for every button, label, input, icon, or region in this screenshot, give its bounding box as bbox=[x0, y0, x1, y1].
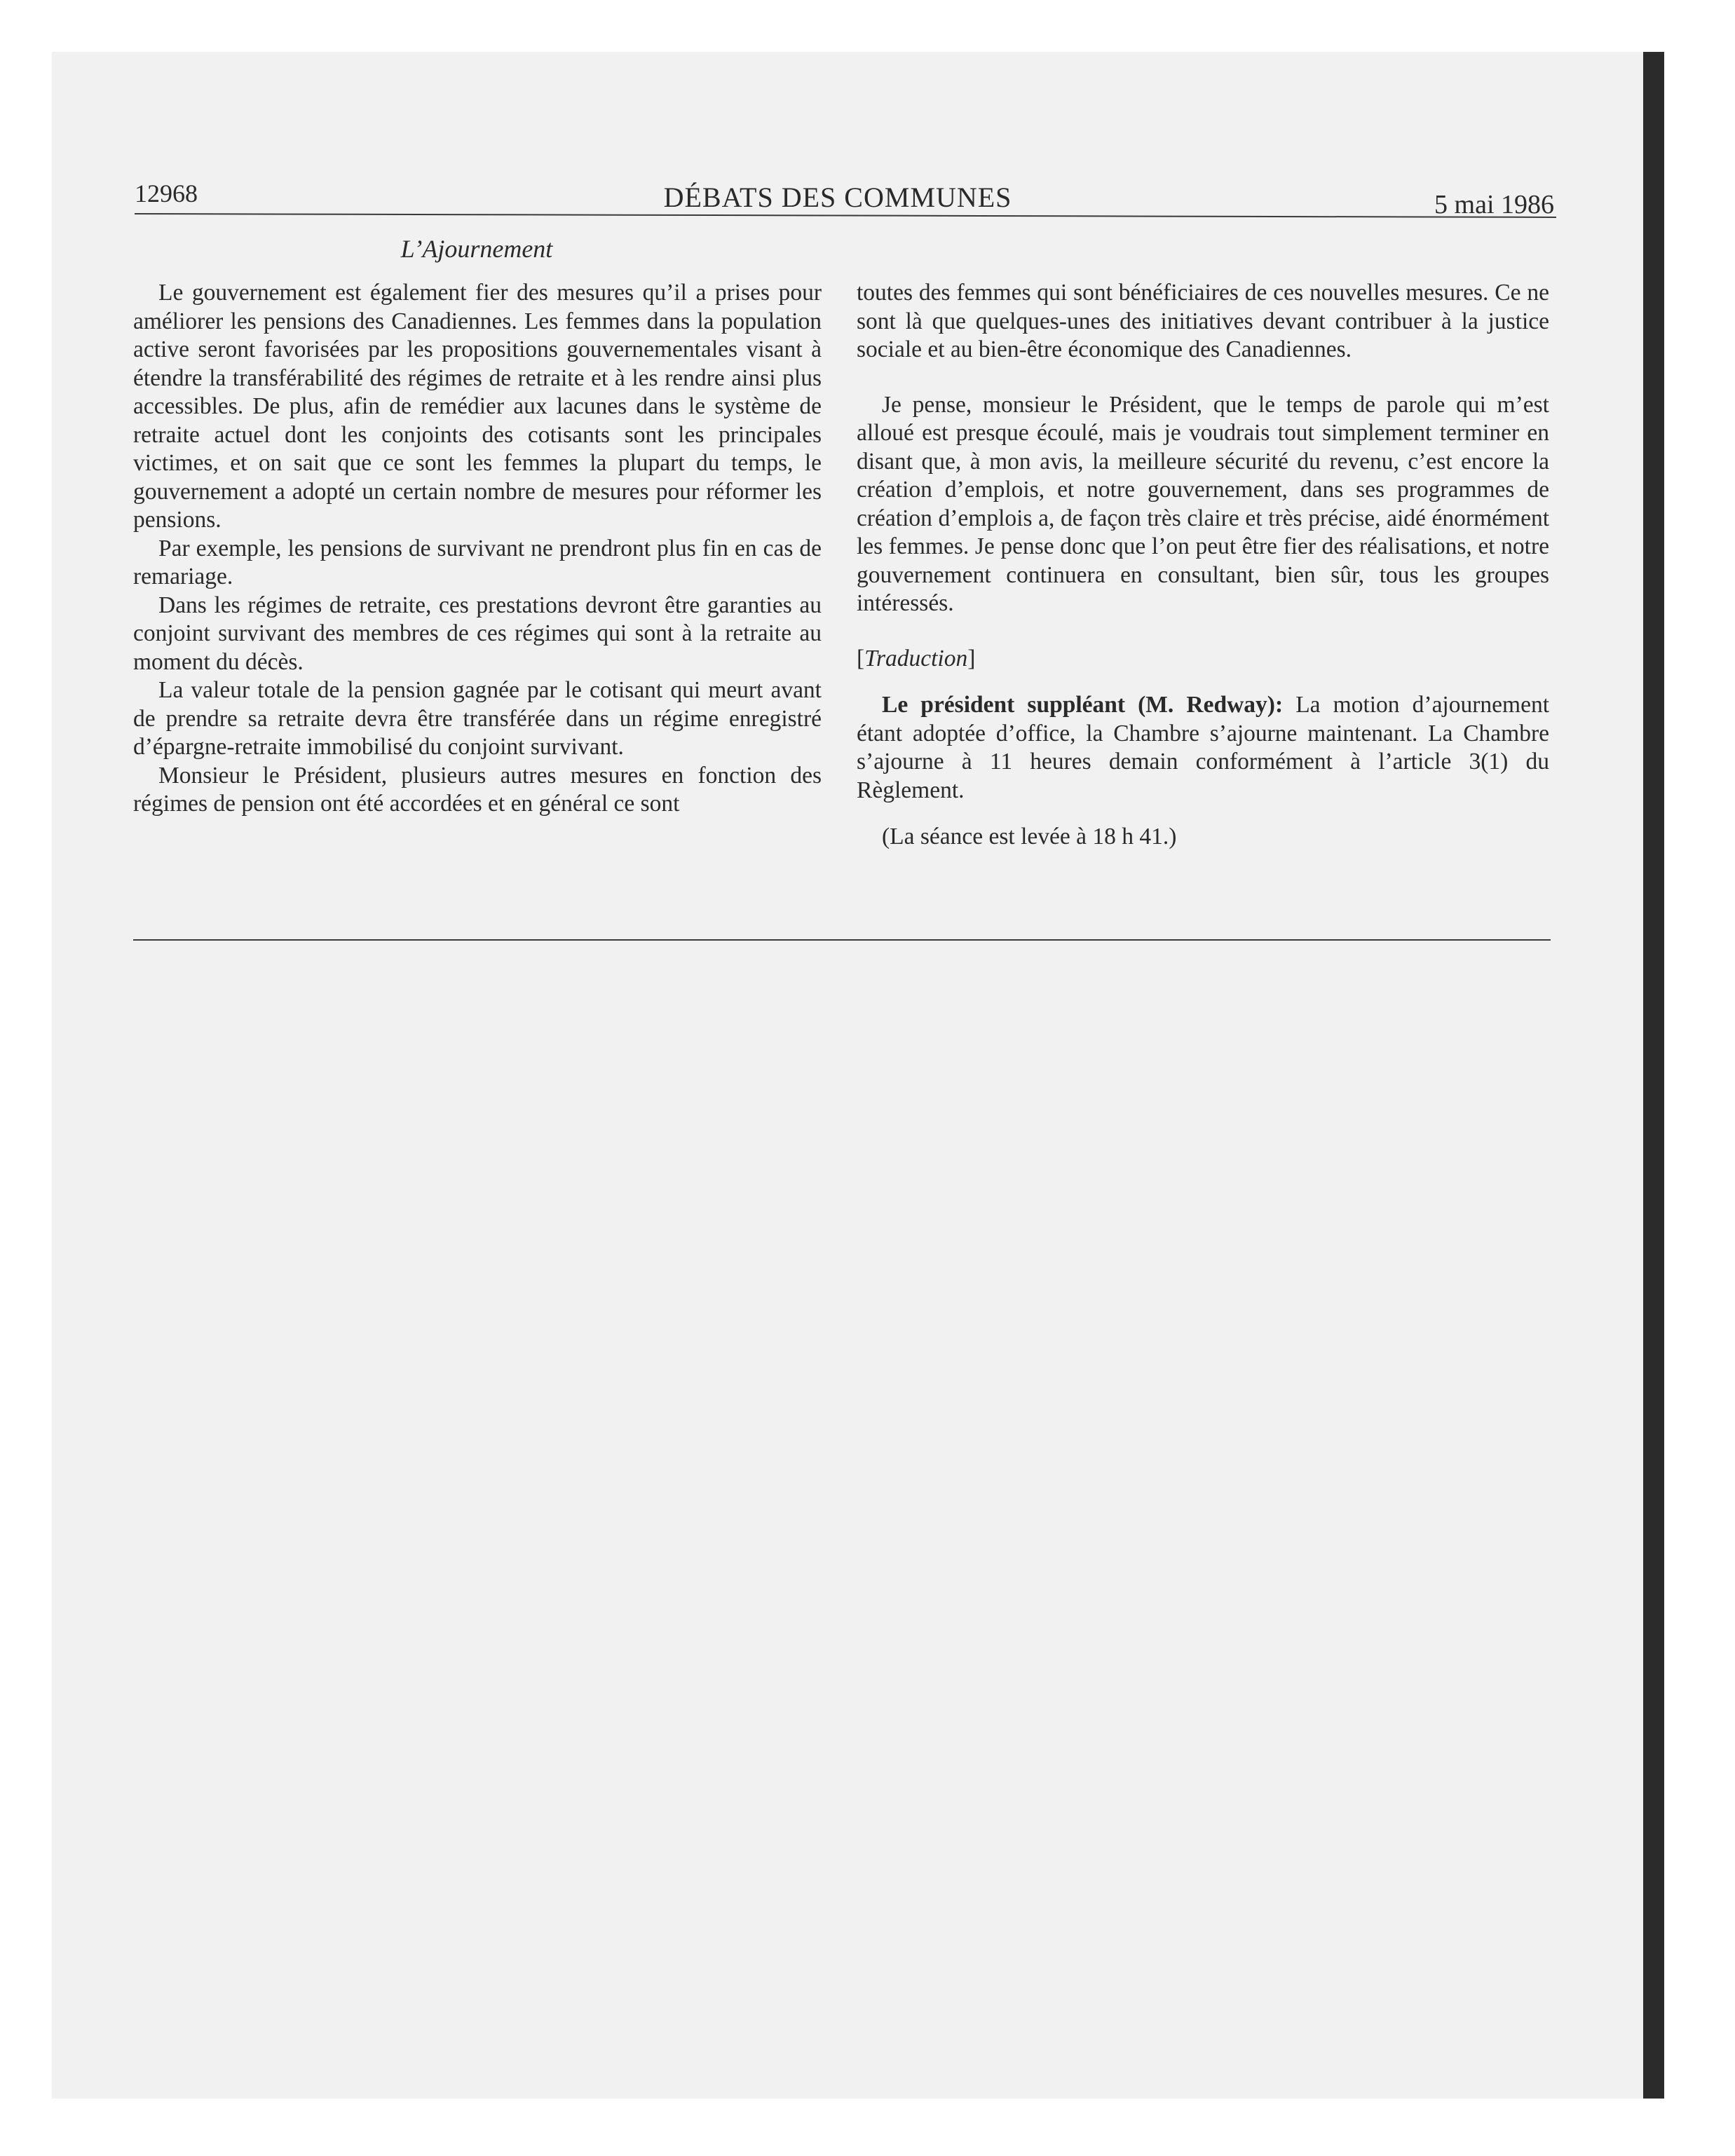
paragraph: Dans les régimes de retraite, ces prestations devront être garanties au conjoint survivant des membres de ces régimes qui sont à la retraite au moment du décès. bbox=[133, 592, 822, 675]
sitting-closing: (La séance est levée à 18 h 41.) bbox=[882, 824, 1177, 850]
translation-label: Traduction bbox=[864, 645, 968, 671]
footer-rule bbox=[133, 939, 1551, 941]
right-column bbox=[857, 279, 1549, 852]
page-number: 12968 bbox=[135, 179, 198, 207]
left-column bbox=[133, 279, 822, 819]
paragraph: Monsieur le Président, plusieurs autres mesures en fonction des régimes de pension ont été accordées et en général ce sont bbox=[133, 762, 822, 817]
bracket-open: [ bbox=[857, 645, 865, 671]
paragraph: Par exemple, les pensions de survivant ne prendront plus fin en cas de remariage. bbox=[133, 535, 822, 589]
paragraph: Le gouvernement est également fier des mesures qu’il a prises pour améliorer les pensions des Canadiennes. Les femmes dans la population active seront favorisées par les propositions gouvernementales visant à étendre la transférabilité des régimes de retraite et à les rendre ainsi plus accessibles. De plus, afin de remédier aux lacunes dans le système de retraite actuel dont les conjoints des cotisants sont les principales victimes, et on sait que ce sont les femmes la plupart du temps, le gouvernement a adopté un certain nombre de mesures pour réformer les pensions. bbox=[133, 280, 822, 533]
paragraph: Je pense, monsieur le Président, que le temps de parole qui m’est alloué est presque écoulé, mais je voudrais tout simplement terminer en disant que, à mon avis, la meilleure sécurité du revenu, c’est encore la création d’emplois, et notre gouvernement, dans ses programmes de création d’emplois a, de façon très claire et très précise, aidé énormément les femmes. Je pense donc que l’on peut être fier des réalisations, et notre gouvernement continuera en consultant, bien sûr, tous les groupes intéressés. bbox=[857, 391, 1549, 616]
speaker-name: Le président suppléant (M. Redway): bbox=[882, 692, 1284, 718]
bracket-close: ] bbox=[967, 645, 976, 671]
paragraph: La valeur totale de la pension gagnée par le cotisant qui meurt avant de prendre sa retraite devra être transférée dans un régime enregistré d’épargne-retraite immobilisé du conjoint survivant. bbox=[133, 677, 822, 760]
journal-title: DÉBATS DES COMMUNES bbox=[663, 182, 1012, 213]
speaker-text: La motion d’ajournement étant adoptée d’office, la Chambre s’ajourne maintenant. La Chambre s’ajourne à 11 heures demain conformément à l’article 3(1) du Règlement. bbox=[857, 692, 1549, 803]
speaker-paragraph bbox=[857, 691, 1549, 805]
translation-note bbox=[857, 645, 1549, 674]
page-date: 5 mai 1986 bbox=[1434, 190, 1554, 219]
section-title: L’Ajournement bbox=[400, 235, 553, 263]
scan-binding-edge bbox=[1643, 52, 1664, 2099]
paragraph-continuation: toutes des femmes qui sont bénéficiaires de ces nouvelles mesures. Ce ne sont là que quelques-unes des initiatives devant contribuer à la justice sociale et au bien-être économique des Canadiennes. bbox=[857, 280, 1549, 362]
